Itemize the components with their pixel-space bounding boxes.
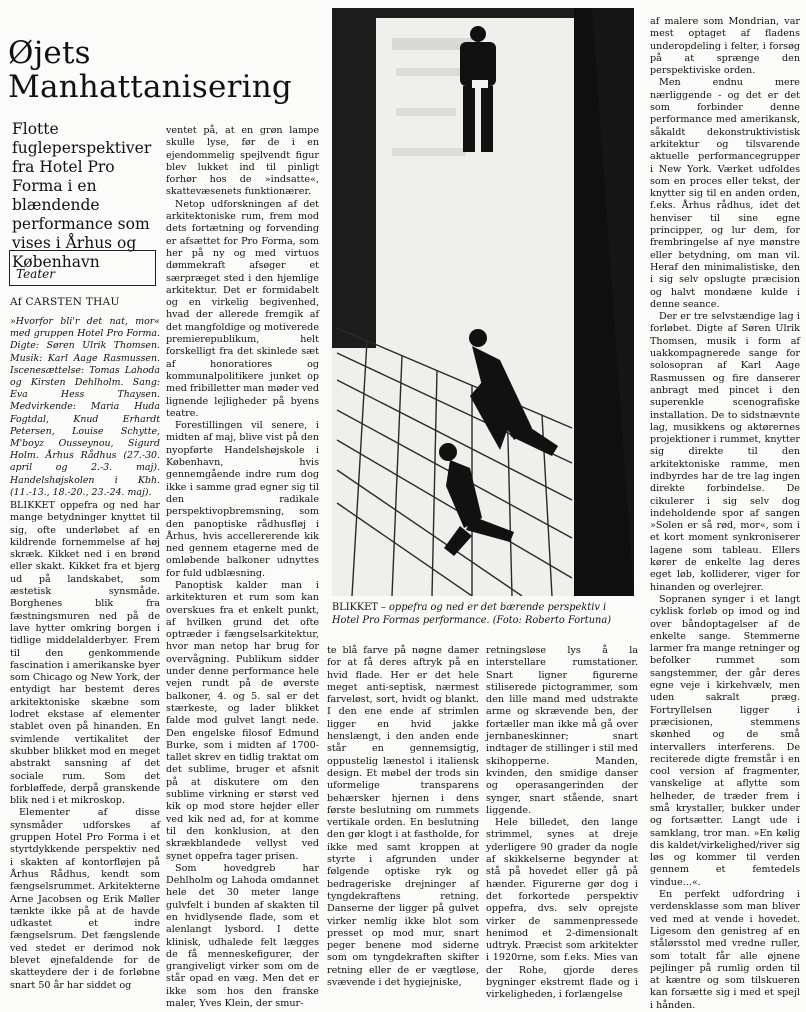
paragraph: ventet på, at en grøn lampe skulle lyse, før de i en ejendommelig spejlvendt figur blev lukket ind til pinligt forhør hos de »indsatte«, skattevæsenets funktionærer. — [166, 125, 319, 198]
performance-photo — [332, 8, 634, 596]
production-credits: »Hvorfor bli'r det nat, mor« med gruppen Hotel Pro Forma. Digte: Søren Ulrik Thomsen. Musik: Karl Aage Rasmussen. Iscenesættelse: Tomas Lahoda og Kirsten Dehlholm. Sang: Eva Hess Thaysen. Medvirkende: Maria Hudа Fogtdal, Knud Erhardt Petersen, Louise Schytte, M'boyz Ousseynou, Sigurd Holm. Århus Rådhus (27.-30. april og 2.-3. maj). Handelshøjskolen i Kbh. (11.-13., 18.-20., 23.-24. maj). — [10, 316, 160, 498]
caption-text: – oppefra og ned er det bærende perspektiv i Hotel Pro Formas performance. (Foto: Roberto Fortuna) — [332, 602, 612, 626]
photo-caption — [332, 602, 634, 627]
article-deck: Flotte fugleperspektiver fra Hotel Pro Forma i en blændende performance som vises i Århus og København — [12, 120, 152, 271]
paragraph: af malere som Mondrian, var mest optaget af fladens underopdeling i felter, i forsøg på at sprænge den perspektiviske orden. — [650, 16, 800, 77]
paragraph: Som hovedgreb har Dehlholm og Lahoda omdannet hele det 30 meter lange gulvfelt i bunden af skakten til en hvidlysende flade, som et alenlangt lysbord. I dette klinisk, udhalede felt lægges de få menneskefigurer, der grangiveligt virker som om de står opad en væg. Men det er ikke som hos den franske maler, Yves Klein, der smur- — [166, 862, 319, 1010]
article-title: Øjets Manhattanisering — [8, 35, 292, 105]
paragraph: te blå farve på nøgne damer for at få deres aftryk på en hvid flade. Her er det hele meget anti-septisk, nærmest farveløst, sort, hvidt og blankt. I den ene ende af strimlen ligger en hvid jakke henslængt, i den anden ende står en gennemsigtig, oppustelig lænestol i italiensk design. Et møbel der trods sin uformelige transparens behærsker hjernen i dens første beslutning om rummets vertikale orden. En beslutning den gør klogt i at fastholde, for ikke med samt kroppen at styrte i afgrunden under følgende optiske ryk og bedrageriske drejninger af tyngdekraftens retning. Danserne der ligger på gulvet virker nemlig ikke blot som presset op mod mur, snart peger benene mod siderne som om tyngdekraften skifter retning eller de er vægtløse, svævende i det hygiejniske, — [327, 645, 479, 989]
paragraph: Sopranen synger i et langt cyklisk forløb op imod og ind over båndoptagelser af de enkelte sange. Stemmerne larmer fra mange retninger og befolker rummet som sangstemmer, der går deres egne veje i kirkehvælv, men uden sakralt præg. Fortryllelsen ligger i præcisionen, stemmens skønhed og de små intervallers interferens. De reciterede digte fremstår i en cool version af fragmenter, vanskelige at aflytte som helheder, de træder frem i små krystaller, bukker under og fortsætter. Langt ude i samklang, tror man. »En kølig dis kaldet/virkelighed/river sig løs og kommer til verden gennem et femtedels vindue...«. — [650, 593, 800, 888]
caption-label: BLIKKET — [332, 602, 378, 613]
paragraph: Elementer af disse synsmåder udforskes af gruppen Hotel Pro Forma i et styrtdykkende perspektiv ned i skakten af kontorfløjen på Århus Rådhus, kendt som fængselsrummet. Arkitekterne Arne Jacobsen og Erik Møller tænkte ikke på at de havde udkastet et indre fængselsrum. Det fængslende ved stedet er derimod nok blevet øjnefaldende for de skatteydere der i de forløbne snart 50 år har siddet og — [10, 807, 160, 991]
paragraph: Der er tre selvstændige lag i forløbet. Digte af Søren Ulrik Thomsen, musik i form af uakkompagnerede sange for solosopran af Karl Aage Rasmussen og fire danserer anbragt med pincet i den superenkle scenografiske installation. De to sidstnævnte lag, musikkens og aktørernes projektioner i rummet, knytter sig direkte til den arkitektoniske ramme, men indbyrdes har de tre lag ingen direkte forbindelse. De cikulerer i sig selv dog indeholdende spor af sangen »Solen er så rød, mor«, som i et kort moment synkroniserer lagene som tableau. Ellers kører de enkelte lag deres eget løb, kolliderer, viger for hinanden og overlejrer. — [650, 311, 800, 593]
paragraph: retningsløse lys å la interstellare rumstationer. Snart ligner figurerne stiliserede pictogrammer, som den lille mand med udstrakte arme og skrævende ben, der fortæller man ikke må gå over jernbaneskinner; snart indtager de stillinger i stil med skihopperne. Manden, kvinden, den smidige danser og operasangerinden der synger, snart stående, snart liggende. — [486, 645, 638, 816]
text-column-5 — [650, 16, 800, 1012]
paragraph: Forestillingen vil senere, i midten af maj, blive vist på den nyopførte Handelshøjskole i København, hvis gennemgående indre rum dog ikke i samme grad egner sig til den radikale perspektivopbremsning, som den panoptiske rådhusfløj i Århus, hvis accellererende kik ned gennem etagerne med de omløbende balkoner udnyttes for fuld udblæsning. — [166, 420, 319, 579]
text-column-3 — [327, 645, 479, 989]
paragraph: Hele billedet, den lange strimmel, synes at dreje yderligere 90 grader da nogle af skikkelserne begynder at stå på hovedet eller gå på hænder. Figurerne gør dog i det forkortede perspektiv oppefra, dvs. selv oprejste virker de sammenpressede henimod et 2-dimensionalt udtryk. Præcist som arkitekter i 1920rne, som f.eks. Mies van der Rohe, gjorde deres bygninger ekstremt flade og i virkeligheden, i forlængelse — [486, 817, 638, 1001]
text-column-4 — [486, 645, 638, 1002]
paragraph: Men endnu mere nærliggende - og det er det som forbinder denne performance med amerikansk, såkaldt dekonstruktivistisk arkitektur og tilsvarende aktuelle performancegrupper i New York. Værket udfoldes som en proces eller tekst, der knytter sig til en anden orden, f.eks. Århus rådhus, idet det henviser til sine egne principper, og lur dem, for frembringelse af nye mønstre eller betydning, om man vil. Heraf den minimalistiske, den i sig selv opslugte præcision og halvt mondæne kulde i denne seance. — [650, 77, 800, 310]
section-box — [9, 250, 156, 286]
paragraph: En perfekt udfordring i verdensklasse som man bliver ved med at vende i hovedet. Ligesom den genistreg af en stålørsstol med vredne ruller, som totalt får alle øjnene pejlinger på rumlig orden til at kæntre og som tilskueren kan forsætte sig i med et spejl i hånden. — [650, 889, 800, 1011]
section-label: Teater — [16, 267, 55, 281]
photo-illustration — [332, 8, 634, 596]
paragraph: BLIKKET oppefra og ned har mange betydninger knyttet til sig, ofte underløbet af en kildrende fornemmelse af høj skræk. Kikket ned i en brønd eller skakt. Kikket fra et bjerg ud på landskabet, som æstetisk synsmåde. Borghenes blik fra fæstningsmuren ned på de lave hytter omkring borgen i tidlige middelalderbyer. Frem til den genkommende fascination i amerikanske byer som Chicago og New York, der entydigt har bestemt deres arkitektoniske skæbne som lodret ekstase af elementer stablet oven på hinanden. En svimlende vertikalitet der skubber blikket mod en meget abstrakt sansning af det sociale rum. Som det forbløffede, derpå granskende blik ned i et mikroskop. — [10, 500, 160, 807]
text-column-2 — [166, 125, 319, 1010]
byline: Af CARSTEN THAU — [10, 296, 120, 308]
text-column-1 — [10, 500, 160, 992]
paragraph: Panoptisk kalder man i arkitekturen et rum som kan overskues fra et enkelt punkt, af hvilken grund det ofte optræder i fængselsarkitektur, hvor man netop har brug for overvågning. Publikum sidder under denne performance hele vejen rundt på de øverste balkoner, 4. og 5. sal er det stærkeste, og lader blikket falde mod gulvet langt nede. Den engelske filosof Edmund Burke, som i midten af 1700-tallet skrev en tidlig traktat om det sublime, bruger et afsnit på at diskutere om den sublime virkning er størst ved kik op mod store højder eller ved kik ned ad, for at komme til den konklusion, at den skrækblandede vellyst ved synet oppefra tager prisen. — [166, 579, 319, 862]
paragraph: Netop udforskningen af det arkitektoniske rum, frem mod dets fortætning og forvending er afsættet for Pro Forma, som her på ny og med virtuos dømmekraft afsøger et særpræget sted i den hjemlige arkitektur. Det er formidabelt og en virkelig begivenhed, hvad der allerede fremgik af det mangfoldige og motiverede premierepublikum, helt forskelligt fra det skinlede sæt af honoratiores og kommunalpolitikere junket op med fribilletter man møder ved lignende lejligheder på byens teatre. — [166, 198, 319, 419]
